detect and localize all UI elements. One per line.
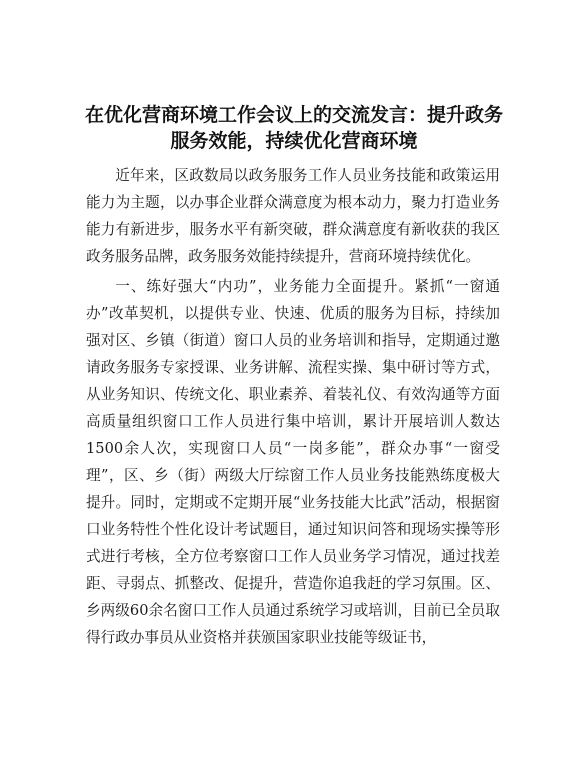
section-one-paragraph: 一、练好强大“内功”，业务能力全面提升。紧抓“一窗通办”改革契机，以提供专业、快速、优质的服务为目标，持续加强对区、乡镇（街道）窗口人员的业务培训和指导，定期通过邀请政务服务专家授课、业务讲解、流程实操、集中研讨等方式，从业务知识、传统文化、职业素养、着装礼仪、有效沟通等方面高质量组织窗口工作人员进行集中培训，累计开展培训人数达1500余人次，实现窗口人员“一岗多能”，群众办事“一窗受理”，区、乡（街）两级大厅综窗工作人员业务技能熟练度极大提升。同时，定期或不定期开展“业务技能大比武”活动，根据窗口业务特性个性化设计考试题目，通过知识问答和现场实操等形式进行考核，全方位考察窗口工作人员业务学习情况，通过找差距、寻弱点、抓整改、促提升，营造你追我赶的学习氛围。区、乡两级60余名窗口工作人员通过系统学习或培训，目前已全员取得行政办事员从业资格并获颁国家职业技能等级证书，	[86, 278, 500, 646]
intro-paragraph: 近年来，区政数局以政务服务工作人员业务技能和政策运用能力为主题，以办事企业群众满意度为根本动力，聚力打造业务能力有新进步，服务水平有新突破，群众满意度有新收获的我区政务服务品牌，政务服务效能持续提升，营商环境持续优化。	[86, 167, 500, 265]
document-title: 在优化营商环境工作会议上的交流发言：提升政务服务效能，持续优化营商环境	[84, 104, 503, 152]
document-body	[86, 162, 500, 654]
